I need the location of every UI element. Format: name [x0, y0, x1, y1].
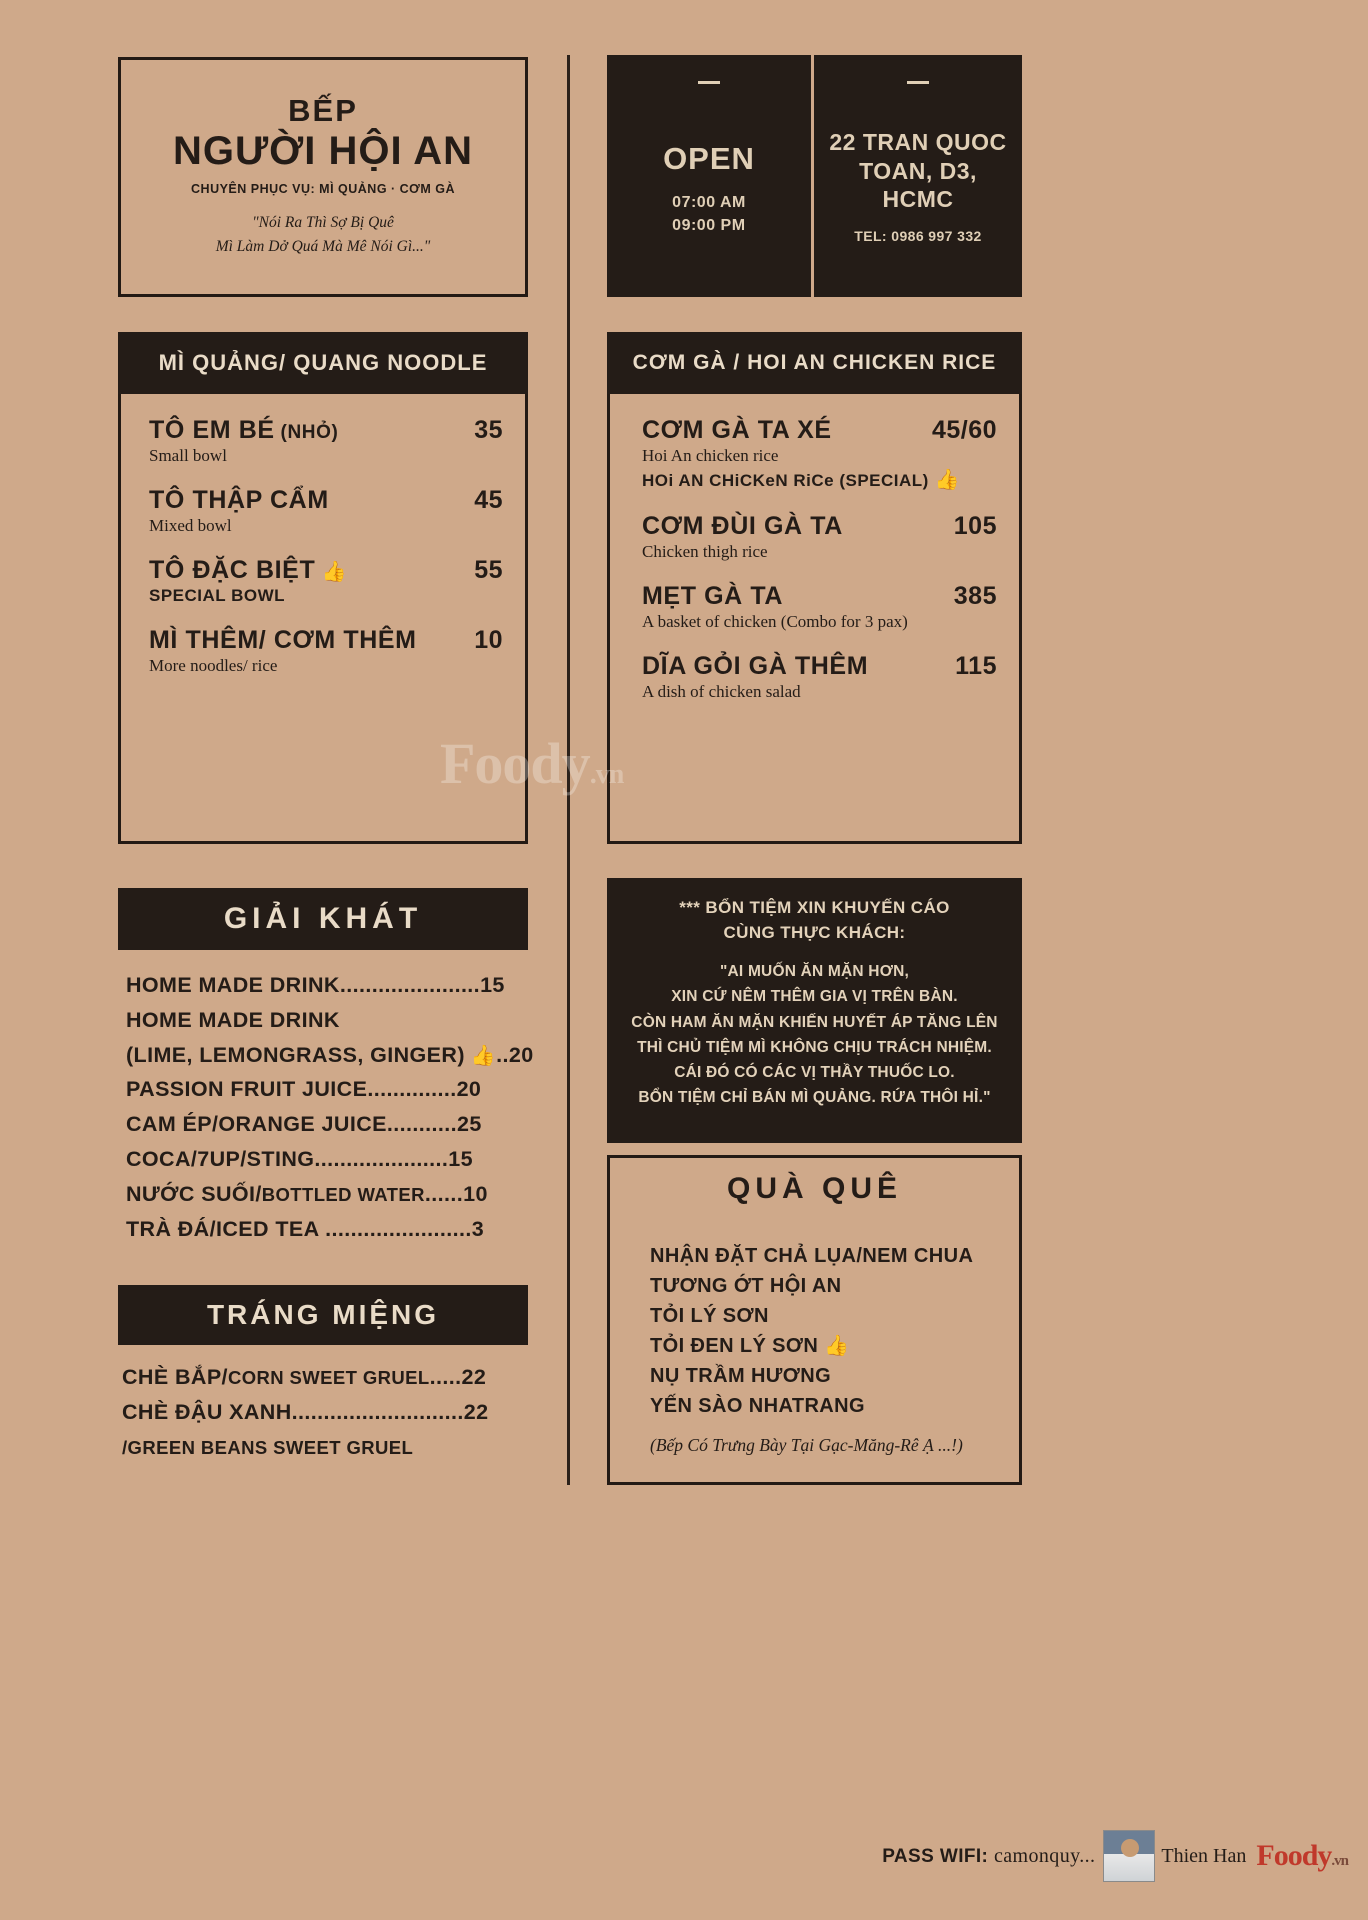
- price-line-label: TRÀ ĐÁ/ICED TEA: [126, 1216, 319, 1241]
- menu-item-name: TÔ EM BÉ (NHỎ): [149, 416, 339, 444]
- brand-line1: BẾP: [288, 92, 358, 128]
- section-drinks: [118, 888, 534, 1247]
- notice-line: "AI MUỐN ĂN MẶN HƠN,: [719, 963, 910, 981]
- section-dessert-list: [122, 1360, 542, 1464]
- open-from: 07:00 AM: [672, 193, 746, 211]
- menu-item-price: 45/60: [931, 416, 997, 444]
- opening-hours-block: [607, 55, 814, 297]
- menu-item-subtitle: SPECIAL BOWL: [149, 586, 286, 605]
- brand-subtitle: CHUYÊN PHỤC VỤ: MÌ QUẢNG · CƠM GÀ: [191, 182, 455, 197]
- price-line: [126, 1212, 524, 1247]
- price-line-label-secondary: /GREEN BEANS SWEET GRUEL: [122, 1436, 414, 1458]
- section-drinks-list: [118, 950, 534, 1247]
- menu-item-subtitle: Small bowl: [149, 446, 227, 465]
- section-dessert-title: TRÁNG MIỆNG: [118, 1285, 528, 1345]
- menu-item-price: 385: [953, 582, 997, 610]
- section-noodles-title: MÌ QUẢNG/ QUANG NOODLE: [118, 332, 528, 394]
- menu-item-subtitle: More noodles/ rice: [149, 656, 278, 675]
- notice-line: CÁI ĐÓ CÓ CÁC VỊ THẦY THUỐC LO.: [674, 1063, 955, 1081]
- telephone-text: TEL: 0986 997 332: [854, 228, 982, 245]
- price-line-label: CHÈ BẮP/: [122, 1365, 228, 1389]
- menu-item-subtitle: Hoi An chicken rice: [642, 446, 779, 465]
- wifi-value: camonquy...: [993, 1844, 1096, 1867]
- price-line-label: PASSION FRUIT JUICE: [126, 1077, 368, 1102]
- thumbs-up-icon: 👍: [464, 1044, 497, 1067]
- address-block: [814, 55, 1022, 297]
- section-noodles: [118, 332, 528, 844]
- footer: [0, 1830, 1368, 1882]
- dot-leader: ......................: [339, 973, 481, 997]
- dot-leader: ......: [424, 1181, 464, 1206]
- dot-leader: ..............: [367, 1077, 457, 1102]
- section-noodles-body: [118, 394, 528, 844]
- watermark-tld: .vn: [589, 759, 624, 790]
- price-line-label: CHÈ ĐẬU XANH: [122, 1399, 292, 1424]
- menu-item-price: 115: [955, 652, 997, 680]
- gift-line: NHẬN ĐẶT CHẢ LỤA/NEM CHUA: [650, 1245, 974, 1267]
- price-line: [126, 1177, 524, 1212]
- open-times: [672, 191, 746, 237]
- dot-leader: ..: [496, 1042, 509, 1067]
- menu-item: [149, 416, 503, 466]
- thumbs-up-icon: 👍: [818, 1335, 850, 1357]
- menu-item-row: [642, 582, 997, 611]
- price-line-label: CAM ÉP/ORANGE JUICE: [126, 1112, 387, 1137]
- menu-item-row: [642, 652, 997, 681]
- menu-item-subtitle: Mixed bowl: [149, 516, 232, 535]
- notice-title-line1: *** BỔN TIỆM XIN KHUYẾN CÁO: [679, 898, 950, 917]
- brand-header: [118, 57, 528, 297]
- gift-note: (Bếp Có Trưng Bày Tại Gạc-Măng-Rê Ạ ...!): [650, 1435, 963, 1455]
- menu-item-name: MÌ THÊM/ CƠM THÊM: [149, 626, 417, 654]
- price-line-label: (LIME, LEMONGRASS, GINGER): [126, 1042, 465, 1067]
- price-line: [122, 1430, 542, 1465]
- price-line-price: 25: [456, 1112, 482, 1137]
- foody-logo-text: Foody: [1256, 1839, 1332, 1872]
- notice-block: [607, 878, 1022, 1143]
- section-gifts: [607, 1155, 1022, 1485]
- price-line-price: 20: [508, 1042, 534, 1067]
- foody-logo: [1256, 1839, 1348, 1873]
- open-to: 09:00 PM: [672, 217, 746, 234]
- menu-item-price: 105: [953, 512, 997, 540]
- dot-leader: .....................: [314, 1147, 449, 1172]
- gift-line: TƯƠNG ỚT HỘI AN: [650, 1275, 842, 1297]
- column-divider: [567, 55, 570, 1485]
- gift-lines: [650, 1241, 1001, 1421]
- gift-line: TỎI ĐEN LÝ SƠN 👍: [650, 1335, 850, 1357]
- price-line: [126, 1107, 524, 1142]
- menu-item-price: 10: [474, 626, 503, 654]
- price-line-price: 3: [471, 1216, 485, 1241]
- menu-item-price: 45: [474, 486, 503, 514]
- menu-item-price: 35: [474, 416, 503, 444]
- price-line-price: 20: [456, 1077, 482, 1102]
- notice-title-line2: CÙNG THỰC KHÁCH:: [723, 922, 906, 942]
- price-line: [122, 1360, 542, 1395]
- menu-item-subtitle: A basket of chicken (Combo for 3 pax): [642, 612, 908, 631]
- price-line: [126, 1072, 524, 1107]
- menu-item: [642, 512, 997, 562]
- menu-item-name: CƠM GÀ TA XÉ: [642, 416, 832, 444]
- info-header: [607, 55, 1022, 297]
- menu-item-subtitle: A dish of chicken salad: [642, 682, 801, 701]
- menu-item-name: DĨA GỎI GÀ THÊM: [642, 652, 869, 680]
- price-line-price: 15: [480, 973, 505, 997]
- price-line-price: 22: [461, 1365, 487, 1389]
- menu-item-price: 55: [474, 556, 503, 584]
- brand-quote: [216, 211, 431, 259]
- price-line: [122, 1395, 542, 1430]
- section-gifts-title: QUÀ QUÊ: [607, 1155, 1022, 1217]
- menu-item-subtitle: Chicken thigh rice: [642, 542, 768, 561]
- brand-quote-line1: "Nói Ra Thì Sợ Bị Quê: [252, 214, 394, 232]
- price-line: [126, 1003, 524, 1038]
- section-rice: [607, 332, 1022, 844]
- menu-item-row: [642, 512, 997, 541]
- price-line-label: NƯỚC SUỐI/: [126, 1181, 262, 1206]
- gift-line: NỤ TRẦM HƯƠNG: [650, 1365, 832, 1387]
- price-line: [126, 968, 524, 1003]
- menu-item-row: [149, 416, 503, 445]
- price-line-price: 10: [463, 1181, 488, 1206]
- dot-leader: .......................: [318, 1216, 472, 1241]
- menu-item-row: [149, 486, 503, 515]
- price-line-label: HOME MADE DRINK: [126, 973, 340, 997]
- menu-item-row: [149, 556, 503, 585]
- price-line-label: COCA/7UP/STING: [126, 1147, 315, 1172]
- price-line: [126, 1142, 524, 1177]
- gift-line: YẾN SÀO NHATRANG: [650, 1395, 865, 1417]
- price-line-label-secondary: BOTTLED WATER: [261, 1183, 425, 1205]
- notice-body: [619, 959, 1010, 1110]
- wifi-label: PASS WIFI:: [882, 1845, 989, 1867]
- menu-item-row: [642, 416, 997, 445]
- dot-leader: ...........: [386, 1112, 457, 1137]
- thumbs-up-icon: 👍: [928, 469, 961, 491]
- brand-line2: NGƯỜI HỘI AN: [172, 129, 474, 174]
- section-rice-title: CƠM GÀ / HOI AN CHICKEN RICE: [607, 332, 1022, 394]
- notice-line: THÌ CHỦ TIỆM MÌ KHÔNG CHỊU TRÁCH NHIỆM.: [637, 1038, 992, 1056]
- gift-line: TỎI LÝ SƠN: [650, 1305, 769, 1327]
- price-line-price: 22: [463, 1399, 489, 1424]
- dash-decoration-right: [907, 81, 929, 84]
- menu-item: [642, 416, 997, 492]
- wifi-info: [882, 1845, 1095, 1868]
- menu-item: [149, 626, 503, 676]
- menu-item: [642, 582, 997, 632]
- dot-leader: .....: [429, 1365, 462, 1389]
- address-text: 22 TRAN QUOC TOAN, D3, HCMC: [829, 128, 1007, 213]
- price-line-price: 15: [448, 1147, 473, 1172]
- thumbs-up-icon: 👍: [315, 561, 347, 583]
- menu-item: [149, 556, 503, 606]
- price-line: [126, 1038, 534, 1073]
- dot-leader: ...........................: [291, 1399, 464, 1424]
- open-label: OPEN: [663, 140, 755, 176]
- avatar: [1103, 1830, 1155, 1882]
- foody-logo-tld: .vn: [1331, 1853, 1348, 1869]
- menu-item: [149, 486, 503, 536]
- menu-item-subtitle-secondary: HOi AN CHiCKeN RiCe (SPECIAL) 👍: [642, 469, 961, 491]
- notice-line: XIN CỨ NÊM THÊM GIA VỊ TRÊN BÀN.: [671, 988, 958, 1006]
- notice-line: CÒN HAM ĂN MẶN KHIẾN HUYẾT ÁP TĂNG LÊN: [631, 1013, 998, 1031]
- menu-item-name: CƠM ĐÙI GÀ TA: [642, 512, 843, 540]
- menu-item-name-suffix: (NHỎ): [274, 422, 339, 443]
- dash-decoration-left: [698, 81, 720, 84]
- section-drinks-title: GIẢI KHÁT: [118, 888, 528, 950]
- price-line-label-secondary: CORN SWEET GRUEL: [227, 1367, 430, 1388]
- section-rice-body: [607, 394, 1022, 844]
- menu-item: [642, 652, 997, 702]
- menu-item-name: TÔ THẬP CẨM: [149, 486, 329, 514]
- brand-quote-line2: Mì Làm Dở Quá Mà Mê Nói Gì...": [215, 238, 431, 256]
- user-name: Thien Han: [1161, 1844, 1247, 1867]
- menu-item-row: [149, 626, 503, 655]
- section-gifts-body: [607, 1217, 1022, 1485]
- watermark-text: Foody: [440, 731, 590, 796]
- menu-item-name: MẸT GÀ TA: [642, 582, 784, 610]
- price-line-label: HOME MADE DRINK: [126, 1007, 340, 1032]
- notice-title: [619, 896, 1010, 945]
- menu-item-name: TÔ ĐẶC BIỆT 👍: [149, 556, 347, 584]
- notice-line: BỔN TIỆM CHỈ BÁN MÌ QUẢNG. RỨA THÔI HỈ.": [638, 1088, 991, 1106]
